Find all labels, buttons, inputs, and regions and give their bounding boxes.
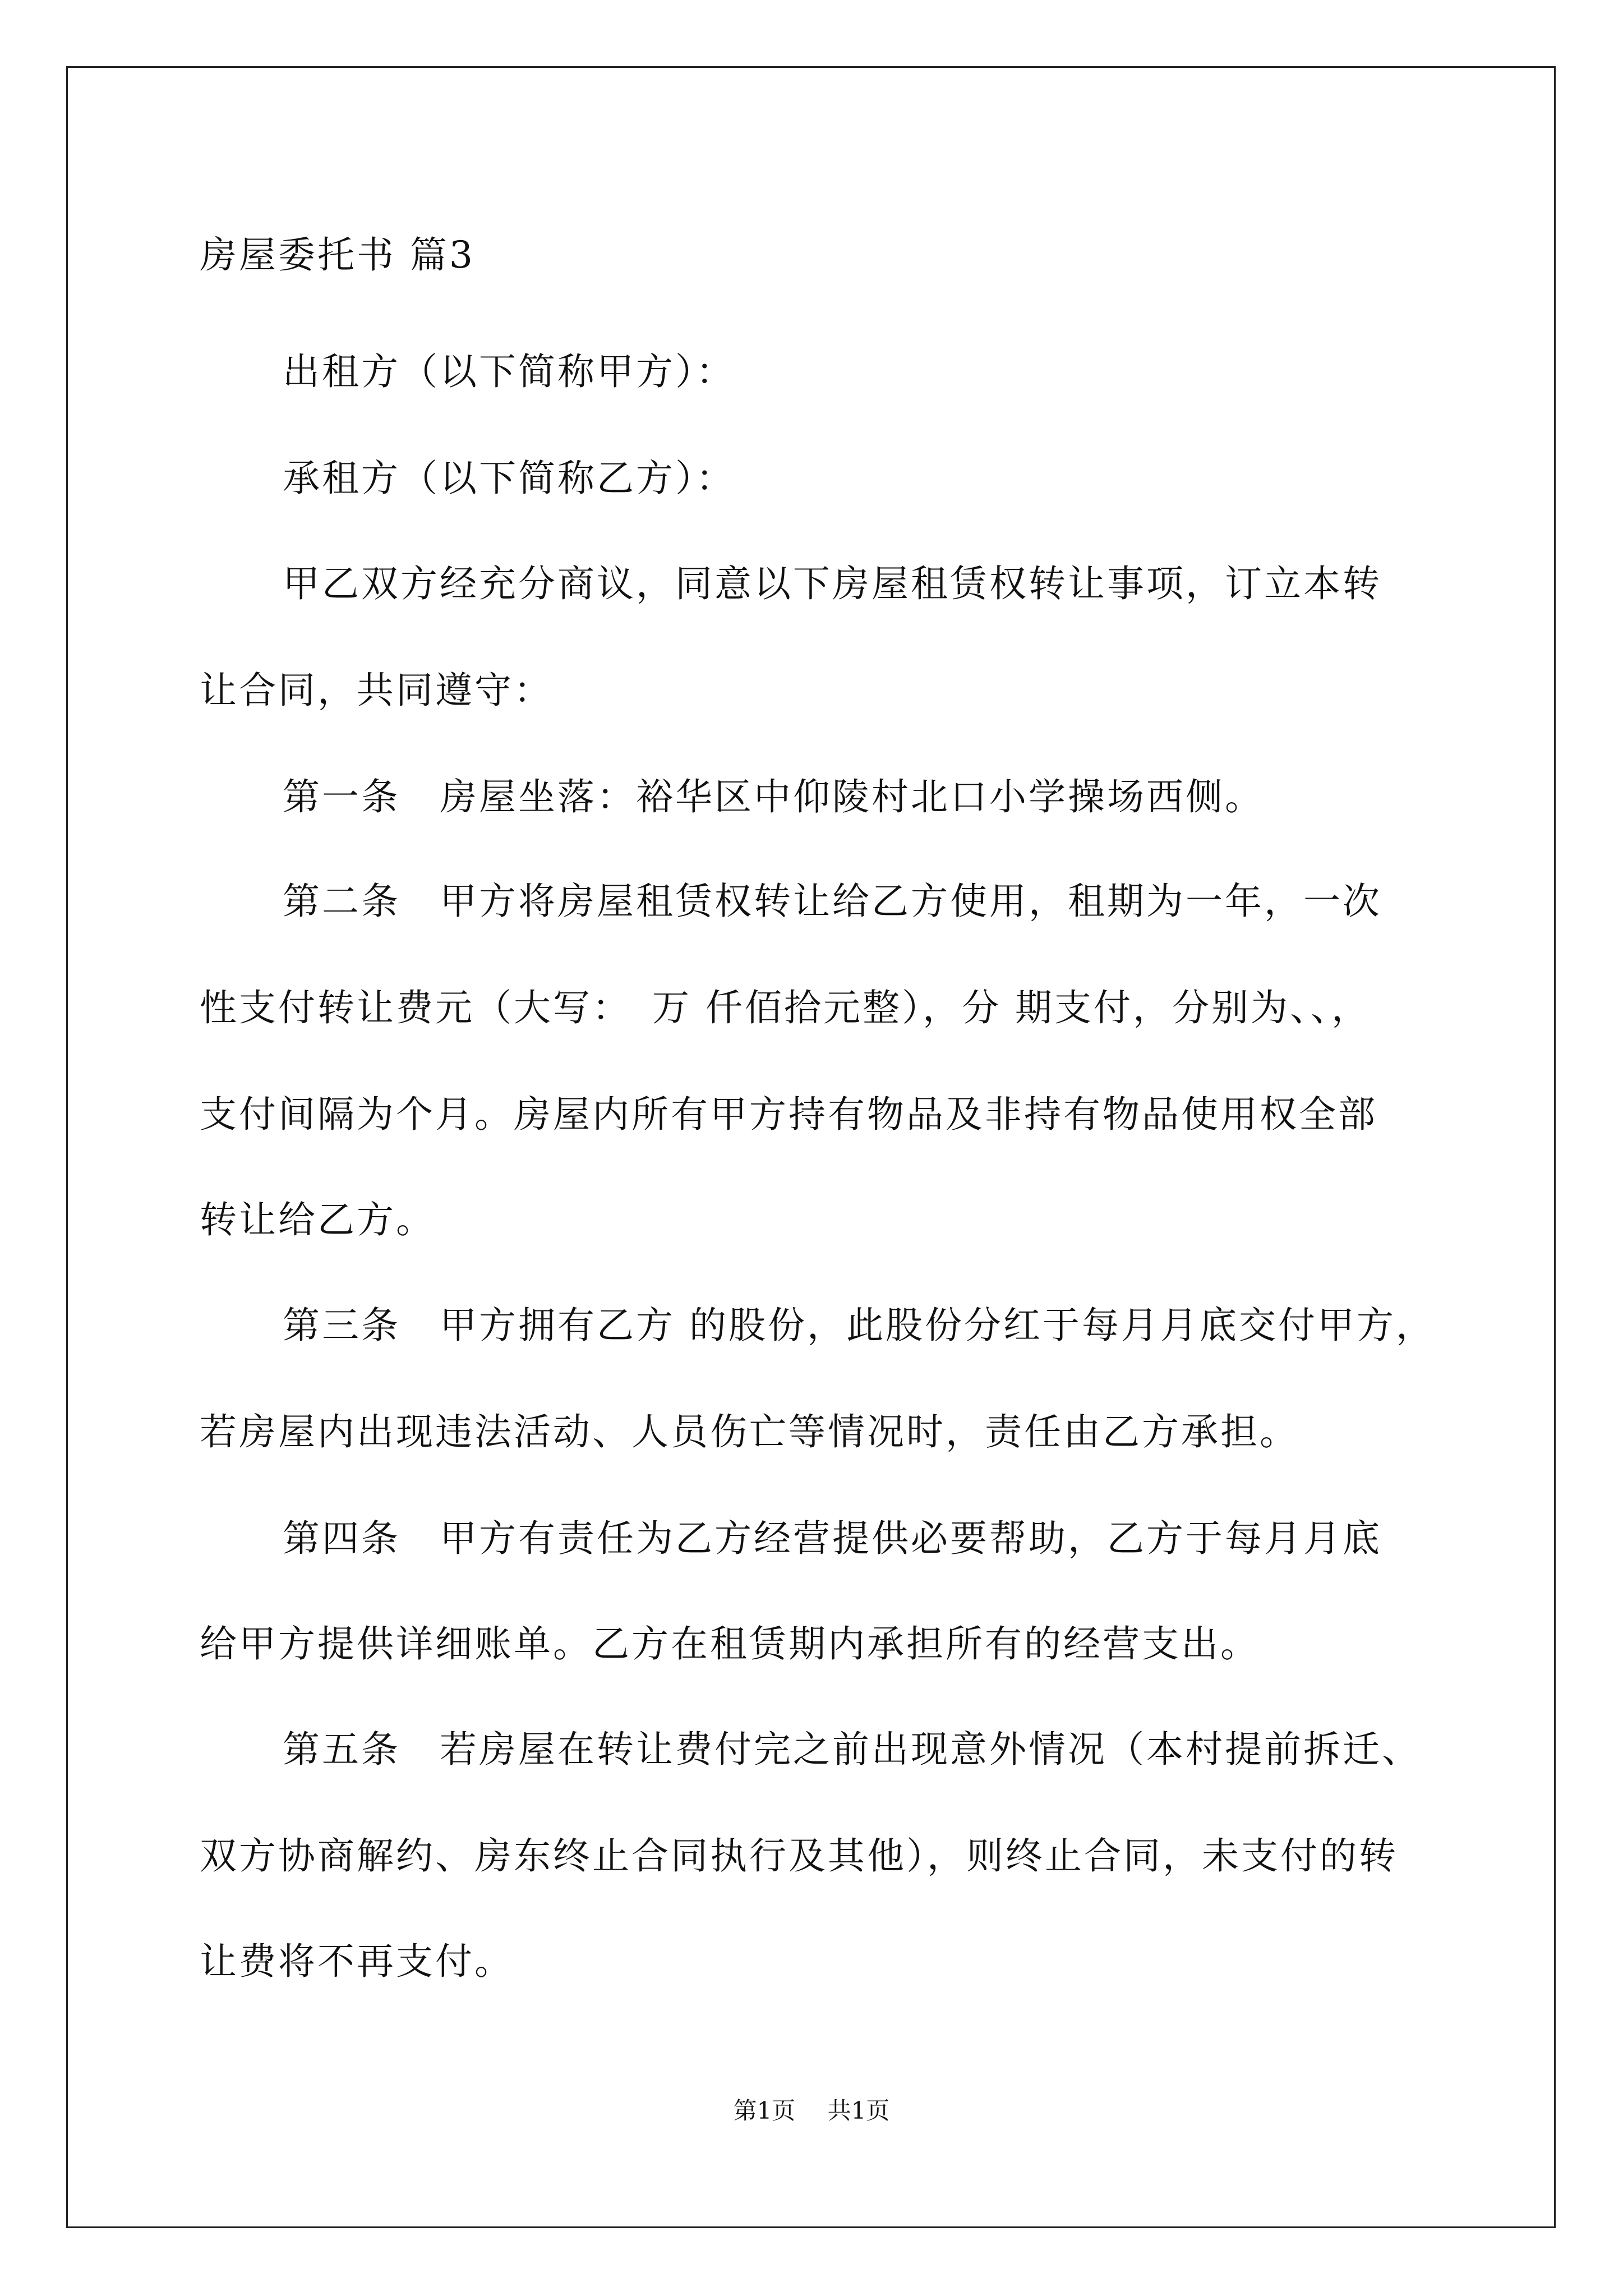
article-4-line-1: 第四条 甲方有责任为乙方经营提供必要帮助，乙方于每月月底 — [283, 1517, 1382, 1560]
article-5-line-2: 双方协商解约、房东终止合同执行及其他），则终止合同，未支付的转 — [200, 1834, 1398, 1878]
article-2-line-3: 支付间隔为个月。房屋内所有甲方持有物品及非持有物品使用权全部 — [200, 1093, 1377, 1136]
article-1-line-1: 第一条 房屋坐落：裕华区中仰陵村北口小学操场西侧。 — [283, 775, 1264, 818]
page-total: 共1页 — [827, 2097, 890, 2124]
article-4-line-2: 给甲方提供详细账单。乙方在租赁期内承担所有的经营支出。 — [200, 1622, 1260, 1665]
article-2-line-1: 第二条 甲方将房屋租赁权转让给乙方使用，租期为一年，一次 — [283, 880, 1382, 923]
intro-line-1: 甲乙双方经充分商议，同意以下房屋租赁权转让事项，订立本转 — [283, 562, 1382, 605]
article-3-line-1: 第三条 甲方拥有乙方 的股份，此股份分红于每月月底交付甲方， — [283, 1304, 1435, 1347]
page-footer — [0, 2095, 1623, 2127]
lessee-line: 承租方（以下简称乙方）： — [283, 457, 735, 500]
article-2-line-2: 性支付转让费元（大写： 万 仟佰拾元整），分 期支付，分别为、、， — [200, 986, 1371, 1029]
intro-line-2: 让合同，共同遵守： — [200, 669, 553, 712]
article-2-line-4: 转让给乙方。 — [200, 1198, 435, 1241]
article-5-line-3: 让费将不再支付。 — [200, 1940, 514, 1983]
article-3-line-2: 若房屋内出现违法活动、人员伤亡等情况时，责任由乙方承担。 — [200, 1410, 1299, 1453]
page-number: 第1页 — [733, 2097, 796, 2124]
lessor-line: 出租方（以下简称甲方）： — [283, 350, 735, 393]
article-5-line-1: 第五条 若房屋在转让费付完之前出现意外情况（本村提前拆迁、 — [283, 1728, 1421, 1771]
document-title: 房屋委托书 篇3 — [200, 233, 475, 277]
